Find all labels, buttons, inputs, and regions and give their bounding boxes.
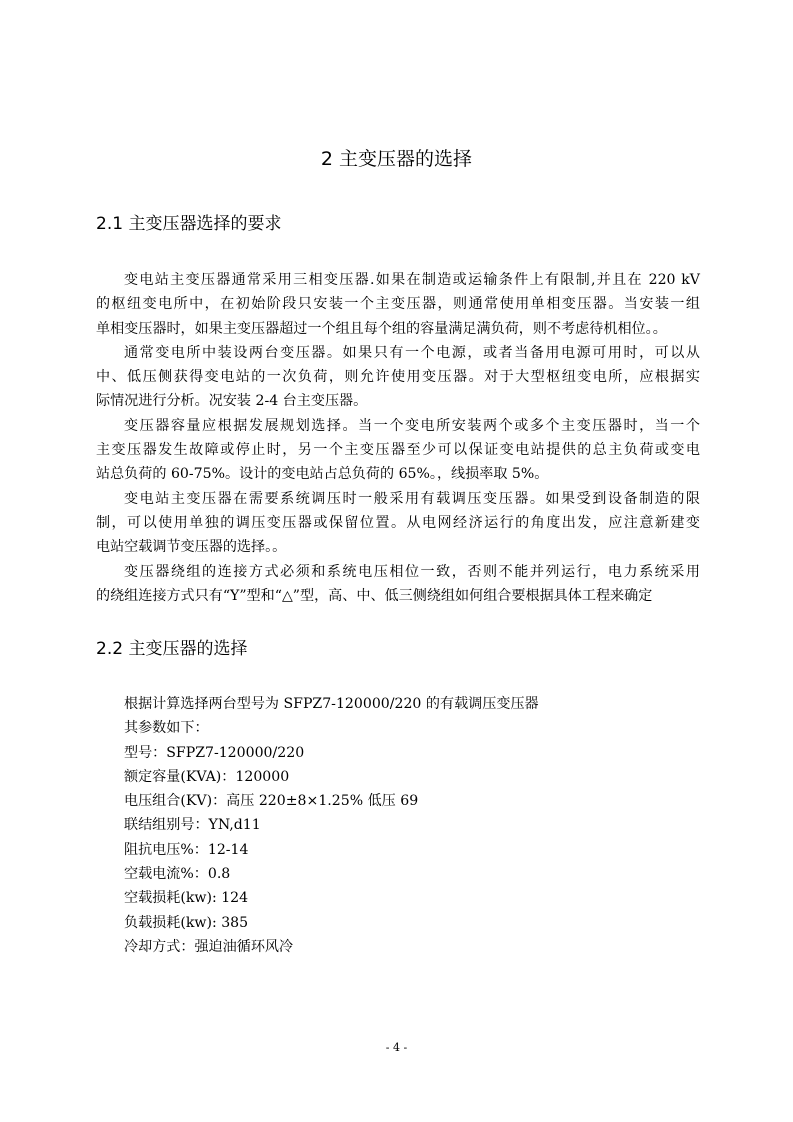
paragraph-line: 主变压器发生故障或停止时，另一个主变压器至少可以保证变电站提供的总主负荷或变电 [96,442,700,459]
paragraph-line: 的绕组连接方式只有“Y”型和“△”型，高、中、低三侧绕组如何组合要根据具体工程来确定 [96,587,653,604]
param-no-load-current: 空载电流%：0.8 [124,866,231,883]
paragraph-line: 单相变压器时，如果主变压器超过一个组且每个组的容量满足满负荷，则不考虑待机相位。。 [96,320,667,337]
paragraph-line: 变电站主变压器在需要系统调压时一般采用有载调压变压器。如果受到设备制造的限 [124,490,700,507]
transformer-parameters [124,692,539,959]
paragraph-line: 际情况进行分析。况安装 2-4 台主变压器。 [96,393,368,410]
param-load-loss: 负载损耗(kw): 385 [124,914,249,931]
chapter-title: 2 主变压器的选择 [320,148,473,170]
paragraph-line: 中、低压侧获得变电站的一次负荷，则允许使用变压器。对于大型枢纽变电所，应根据实 [96,369,700,386]
paragraph-line: 的枢纽变电所中，在初始阶段只安装一个主变压器，则通常使用单相变压器。当安装一组 [96,296,700,313]
section-title-requirements: 2.1 主变压器选择的要求 [96,214,282,234]
paragraph-line: 通常变电所中装设两台变压器。如果只有一个电源，或者当备用电源可用时，可以从 [124,344,700,361]
paragraph-line: 电站空载调节变压器的选择。。 [96,539,287,556]
selection-statement: 根据计算选择两台型号为 SFPZ7-120000/220 的有载调压变压器 [124,696,539,712]
section-title-selection: 2.2 主变压器的选择 [96,639,248,659]
paragraph-line: 变电站主变压器通常采用三相变压器.如果在制造或运输条件上有限制,并且在 220 kV [124,272,700,288]
page-number: - 4 - [385,1041,408,1054]
parameters-intro: 其参数如下： [124,720,209,737]
param-impedance-voltage: 阻抗电压%：12-14 [124,841,249,858]
param-no-load-loss: 空载损耗(kw): 124 [124,890,249,907]
param-cooling-method: 冷却方式：强迫油循环风冷 [124,938,294,955]
paragraph-line: 变压器容量应根据发展规划选择。当一个变电所安装两个或多个主变压器时，当一个 [124,417,700,434]
paragraph-line: 变压器绕组的连接方式必须和系统电压相位一致，否则不能并列运行，电力系统采用 [124,563,700,580]
param-rated-capacity: 额定容量(KVA)：120000 [124,768,290,785]
paragraph-line: 站总负荷的 60-75%。设计的变电站占总负荷的 65%。，线损率取 5%。 [96,466,549,483]
paragraph-line: 制，可以使用单独的调压变压器或保留位置。从电网经济运行的角度出发，应注意新建变 [96,514,700,531]
param-voltage-combination: 电压组合(KV)：高压 220±8×1.25% 低压 69 [124,793,419,810]
param-connection-group: 联结组别号：YN,d11 [124,817,261,834]
section-body-requirements [96,268,700,608]
param-model: 型号：SFPZ7-120000/220 [124,744,305,761]
